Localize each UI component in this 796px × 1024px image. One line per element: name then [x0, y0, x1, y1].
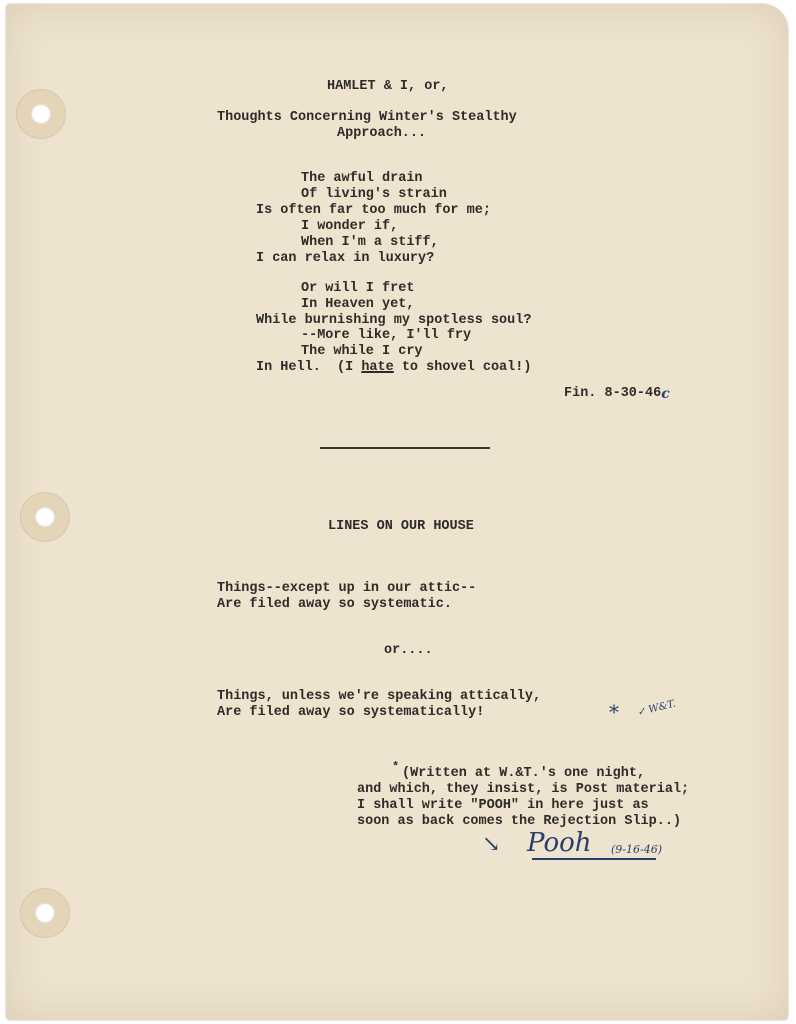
signature-underline: [532, 858, 656, 860]
handwritten-check-note: ✓ W&T.: [636, 698, 677, 719]
poem1-line: The awful drain: [301, 171, 423, 186]
note-line: (Written at W.&T.'s one night,: [402, 766, 646, 781]
note-line: I shall write "POOH" in here just as: [357, 798, 649, 813]
section-divider: [320, 447, 490, 449]
poem1-line: While burnishing my spotless soul?: [256, 313, 532, 328]
poem2-title: LINES ON OUR HOUSE: [328, 519, 474, 534]
note-line: and which, they insist, is Post material;: [357, 782, 690, 797]
poem1-line: When I'm a stiff,: [301, 235, 439, 250]
binder-hole-middle: [21, 493, 69, 541]
poem2-line: Things--except up in our attic--: [217, 581, 477, 596]
signature-pooh: Pooh: [527, 828, 592, 858]
poem1-line: Is often far too much for me;: [256, 203, 491, 218]
binder-hole-bottom: [21, 889, 69, 937]
signature-date: (9-16-46): [611, 843, 663, 856]
arrow-icon: ↘: [482, 832, 501, 857]
poem1-line: Of living's strain: [301, 187, 447, 202]
binder-hole-top: [17, 90, 65, 138]
poem2-line: Are filed away so systematic.: [217, 597, 452, 612]
poem1-line: I wonder if,: [301, 219, 399, 234]
poem2-or-line: or....: [384, 643, 433, 658]
poem1-line: --More like, I'll fry: [301, 328, 472, 343]
note-asterisk: *: [392, 760, 400, 774]
date-handwritten-correction: c: [661, 386, 670, 402]
poem2-line: Things, unless we're speaking attically,: [217, 689, 542, 704]
poem1-line: I can relax in luxury?: [256, 251, 435, 266]
poem1-last-line: [256, 360, 531, 376]
note-line: soon as back comes the Rejection Slip..): [357, 814, 682, 829]
poem1-subtitle-line2: Approach...: [337, 126, 427, 141]
manuscript-page: [6, 4, 788, 1020]
poem1-line: Or will I fret: [301, 281, 415, 296]
poem1-date: [564, 386, 670, 402]
poem1-date-text: Fin. 8-30-46: [564, 386, 662, 401]
poem1-line: The while I cry: [301, 344, 423, 359]
poem2-line: Are filed away so systematically!: [217, 705, 485, 720]
poem1-subtitle-line1: Thoughts Concerning Winter's Stealthy: [217, 110, 517, 125]
poem1-title: HAMLET & I, or,: [327, 79, 449, 94]
poem1-line: In Heaven yet,: [301, 297, 415, 312]
underlined-word-hate: hate: [361, 360, 394, 375]
last-line-start: In Hell. (I: [256, 360, 362, 375]
handwritten-asterisk: *: [609, 700, 619, 724]
last-line-end: to shovel coal!): [393, 360, 532, 375]
